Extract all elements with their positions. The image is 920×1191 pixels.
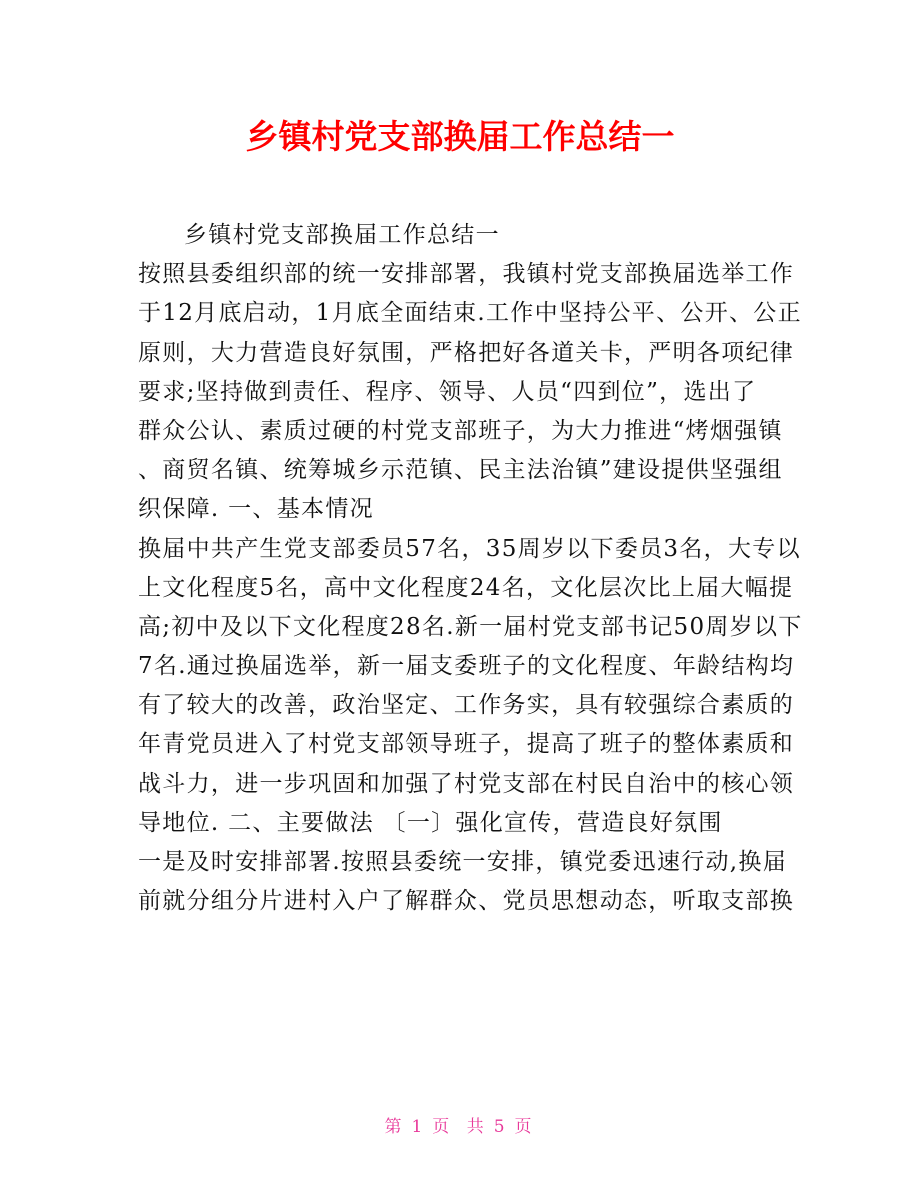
body-line: 前就分组分片进村入户了解群众、党员思想动态，听取支部换 [138,888,795,915]
section-heading-line: 导地位. 二、主要做法 〔一〕强化宣传，营造良好氛围 [138,809,723,836]
body-line: 原则，大力营造良好氛围，严格把好各道关卡，严明各项纪律 [138,339,795,366]
page-label-mid: 页 共 [432,1117,488,1137]
body-line: 换届中共产生党支部委员57名，35周岁以下委员3名，大专以 [138,535,801,562]
body-line: 一是及时安排部署.按照县委统一安排，镇党委迅速行动,换届 [138,849,788,875]
body-line: 按照县委组织部的统一安排部署，我镇村党支部换届选举工作 [138,261,795,288]
body-line: 战斗力，进一步巩固和加强了村党支部在村民自治中的核心领 [138,770,795,797]
page-label-prefix: 第 [384,1117,406,1137]
total-pages-number: 5 [493,1117,509,1137]
body-line: 、商贸名镇、统筹城乡示范镇、民主法治镇”建设提供坚强组 [138,457,783,484]
document-title: 乡镇村党支部换届工作总结一 [245,117,675,156]
page-number-footer [0,1112,920,1137]
body-line: 要求;坚持做到责任、程序、领导、人员“四到位”，选出了 [138,378,757,405]
body-line: 高;初中及以下文化程度28名.新一届村党支部书记50周岁以下 [138,613,803,640]
document-body [138,216,803,921]
current-page-number: 1 [411,1117,427,1137]
body-line: 群众公认、素质过硬的村党支部班子，为大力推进“烤烟强镇 [138,417,783,444]
body-line: 上文化程度5名，高中文化程度24名，文化层次比上届大幅提 [138,574,794,601]
body-line: 7名.通过换届选举，新一届支委班子的文化程度、年龄结构均 [138,653,795,680]
body-line: 年青党员进入了村党支部领导班子，提高了班子的整体素质和 [138,731,795,758]
page-label-suffix: 页 [514,1117,536,1137]
section-heading-line: 织保障. 一、基本情况 [138,496,374,523]
subtitle-line: 乡镇村党支部换届工作总结一 [184,222,500,248]
body-line: 有了较大的改善，政治坚定、工作务实，具有较强综合素质的 [138,692,795,719]
body-line: 于12月底启动，1月底全面结束.工作中坚持公平、公开、公正 [138,300,802,327]
